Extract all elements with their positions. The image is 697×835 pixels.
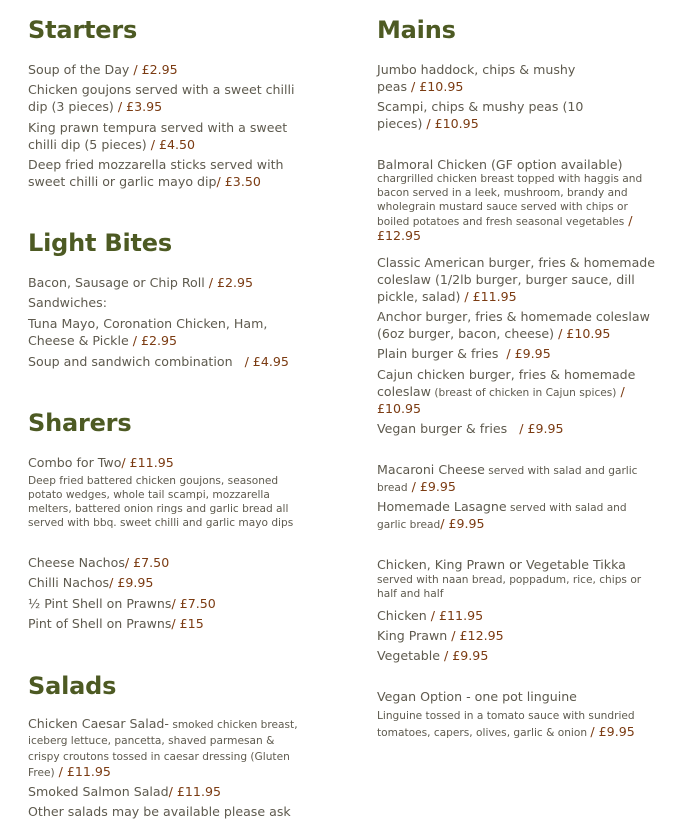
menu-item: Bacon, Sausage or Chip Roll / £2.95	[28, 275, 254, 290]
menu-item: Chicken Caesar Salad- smoked chicken breast, iceberg lettuce, pancetta, shaved parmesan & crispy croutons tossed in caesar dressing (Gluten Free) / £11.95	[28, 716, 298, 779]
menu-item: Other salads may be available please ask	[28, 804, 291, 819]
menu-item-description: Deep fried battered chicken goujons, seasoned potato wedges, whole tail scampi, mozzarella melters, battered onion rings and garlic bread all served with bbq. sweet chilli and garlic mayo dips	[28, 475, 294, 529]
mains-heading: Mains	[377, 16, 456, 44]
menu-item: Vegan burger & fries / £9.95	[377, 421, 564, 436]
menu-item: Vegetable / £9.95	[377, 648, 489, 663]
menu-item: Cheese Nachos/ £7.50	[28, 555, 170, 570]
menu-item: Vegan Option - one pot linguine	[377, 689, 577, 704]
menu-item: Chicken goujons served with a sweet chilli dip (3 pieces) / £3.95	[28, 82, 295, 114]
menu-item: Cajun chicken burger, fries & homemade coleslaw (breast of chicken in Cajun spices) / £10.95	[377, 367, 636, 416]
starters-heading: Starters	[28, 16, 138, 44]
menu-item: Homemade Lasagne served with salad and garlic bread/ £9.95	[377, 499, 627, 531]
menu-item-description: chargrilled chicken breast topped with haggis and bacon served in a leek, mushroom, brandy and wholegrain mustard sauce served with chips or boiled potatoes and fresh seasonal vegetables / £12.95	[377, 173, 643, 243]
menu-item: Chicken, King Prawn or Vegetable Tikka	[377, 557, 626, 572]
menu-item: King prawn tempura served with a sweet chilli dip (5 pieces) / £4.50	[28, 120, 288, 152]
menu-item: King Prawn / £12.95	[377, 628, 504, 643]
sharers-heading: Sharers	[28, 409, 132, 437]
menu-item: Combo for Two/ £11.95	[28, 455, 174, 470]
menu-item: Sandwiches:	[28, 295, 107, 310]
light-bites-heading: Light Bites	[28, 229, 172, 257]
menu-item: Pint of Shell on Prawns/ £15	[28, 616, 204, 631]
menu-item: Chilli Nachos/ £9.95	[28, 575, 154, 590]
menu-item: Tuna Mayo, Coronation Chicken, Ham, Cheese & Pickle / £2.95	[28, 316, 268, 348]
menu-item: Scampi, chips & mushy peas (10 pieces) / £10.95	[377, 99, 584, 131]
salads-heading: Salads	[28, 672, 117, 700]
menu-item: Deep fried mozzarella sticks served with sweet chilli or garlic mayo dip/ £3.50	[28, 157, 284, 189]
menu-item: ½ Pint Shell on Prawns/ £7.50	[28, 596, 216, 611]
menu-item: Anchor burger, fries & homemade coleslaw (6oz burger, bacon, cheese) / £10.95	[377, 309, 650, 341]
menu-item: Classic American burger, fries & homemade coleslaw (1/2lb burger, burger sauce, dill pickle, salad) / £11.95	[377, 255, 656, 304]
menu-item: Soup of the Day / £2.95	[28, 62, 178, 77]
menu-item: Smoked Salmon Salad/ £11.95	[28, 784, 221, 799]
menu-item-description: served with naan bread, poppadum, rice, chips or half and half	[377, 574, 642, 600]
menu-item: Chicken / £11.95	[377, 608, 484, 623]
menu-item: Macaroni Cheese served with salad and garlic bread / £9.95	[377, 462, 638, 494]
menu-item: Plain burger & fries / £9.95	[377, 346, 551, 361]
menu-item-description: Linguine tossed in a tomato sauce with sundried tomatoes, capers, olives, garlic & onion / £9.95	[377, 710, 635, 739]
menu-item: Jumbo haddock, chips & mushy peas / £10.95	[377, 62, 576, 94]
menu-item: Soup and sandwich combination / £4.95	[28, 354, 289, 369]
menu-item: Balmoral Chicken (GF option available)	[377, 157, 623, 172]
